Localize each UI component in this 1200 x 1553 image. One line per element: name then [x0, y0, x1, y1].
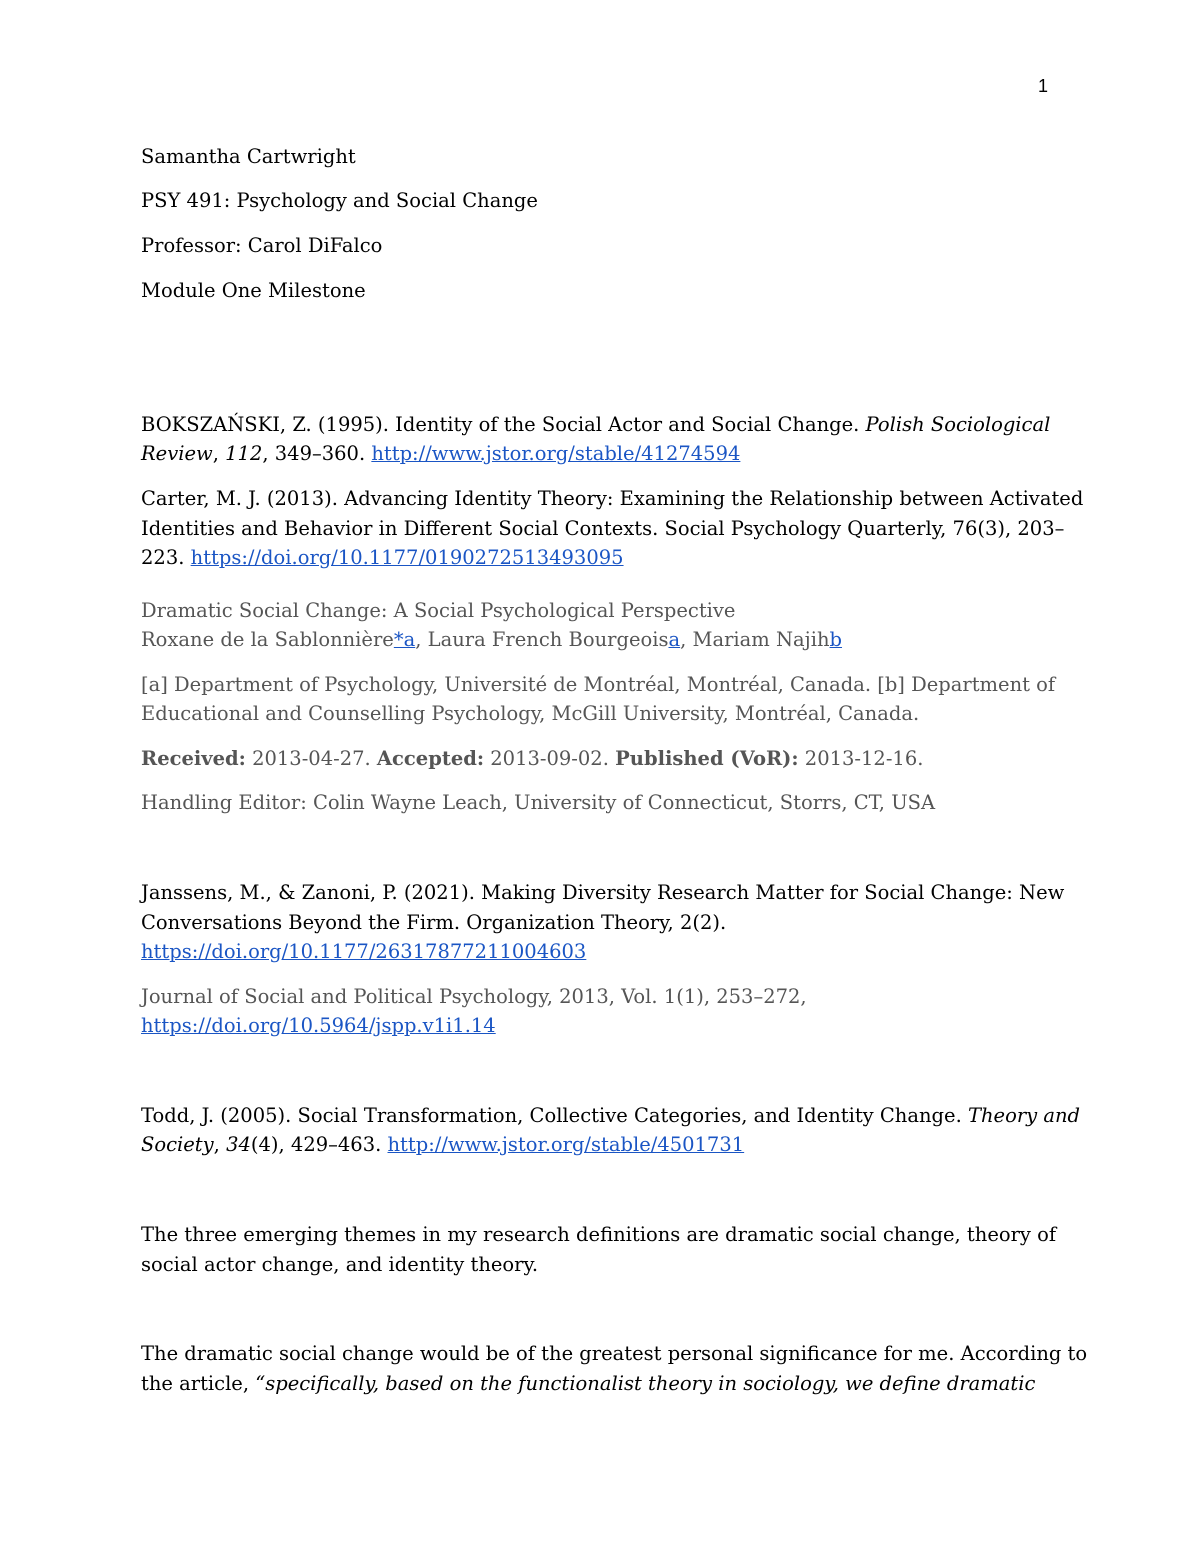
reference-1-volume: 112 — [225, 442, 263, 465]
reference-3-title: Dramatic Social Change: A Social Psychological Perspective — [141, 599, 736, 622]
reference-4-line-2: Conversations Beyond the Firm. Organization Theory, 2(2). — [141, 911, 727, 934]
paragraph-2-quote: “specifically, based on the functionalist theory in sociology, we define dramatic — [255, 1372, 1036, 1395]
paragraph-2-line-1: The dramatic social change would be of the greatest personal significance for me. According to — [141, 1342, 1088, 1365]
reference-6-text: Todd, J. (2005). Social Transformation, Collective Categories, and Identity Change. — [141, 1104, 968, 1127]
paragraph-2-line-2: the article, “specifically, based on the functionalist theory in sociology, we define dramatic — [141, 1372, 1036, 1395]
reference-1-link[interactable]: http://www.jstor.org/stable/41274594 — [371, 442, 741, 465]
reference-6-pages: (4), 429–463. — [250, 1133, 388, 1156]
page-number: 1 — [1038, 76, 1049, 96]
author-name: Samantha Cartwright — [141, 145, 356, 168]
reference-3-affiliation-line-2: Educational and Counselling Psychology, McGill University, Montréal, Canada. — [141, 702, 920, 725]
reference-6-link[interactable]: http://www.jstor.org/stable/4501731 — [387, 1133, 745, 1156]
author-1-affiliation-link[interactable]: *a — [393, 628, 416, 651]
reference-2-line-2: Identities and Behavior in Different Social Contexts. Social Psychology Quarterly, 76(3), 203– — [141, 517, 1065, 540]
author-3-affiliation-link[interactable]: b — [829, 628, 843, 651]
reference-3-editor: Handling Editor: Colin Wayne Leach, University of Connecticut, Storrs, CT, USA — [141, 791, 936, 814]
reference-2-link[interactable]: https://doi.org/10.1177/0190272513493095 — [190, 546, 624, 569]
reference-6-line-1 — [141, 1101, 1080, 1131]
assignment-title: Module One Milestone — [141, 279, 366, 302]
reference-1-journal: Polish Sociological — [865, 413, 1051, 436]
course-title: PSY 491: Psychology and Social Change — [141, 189, 538, 212]
reference-1-text: BOKSZAŃSKI, Z. (1995). Identity of the Social Actor and Social Change. — [141, 413, 866, 436]
author-2-affiliation-link[interactable]: a — [668, 628, 681, 651]
reference-2-line-1: Carter, M. J. (2013). Advancing Identity Theory: Examining the Relationship between Activated — [141, 487, 1084, 510]
reference-4-line-3 — [141, 937, 586, 967]
reference-5-line-2 — [141, 1011, 496, 1041]
paragraph-1-line-2: social actor change, and identity theory. — [141, 1253, 539, 1276]
reference-1-pages: , 349–360. — [262, 442, 372, 465]
paragraph-1-line-1: The three emerging themes in my research definitions are dramatic social change, theory of — [141, 1223, 1057, 1246]
reference-4-link[interactable]: https://doi.org/10.1177/26317877211004603 — [141, 940, 587, 963]
reference-5-link[interactable]: https://doi.org/10.5964/jspp.v1i1.14 — [141, 1014, 496, 1037]
reference-1-line-1 — [141, 410, 1050, 440]
reference-6-journal: Theory and — [967, 1104, 1081, 1127]
reference-3-authors: Roxane de la Sablonnière*a, Laura French Bourgeoisa, Mariam Najihb — [141, 628, 843, 651]
reference-4-line-1: Janssens, M., & Zanoni, P. (2021). Making Diversity Research Matter for Social Change: New — [141, 881, 1065, 904]
reference-3-affiliation-line-1: [a] Department of Psychology, Université de Montréal, Montréal, Canada. [b] Department of — [141, 673, 1056, 696]
reference-5-line-1: Journal of Social and Political Psychology, 2013, Vol. 1(1), 253–272, — [141, 985, 807, 1008]
professor-name: Professor: Carol DiFalco — [141, 234, 383, 257]
reference-1-line-2: Review, 112, 349–360. http://www.jstor.org/stable/41274594 — [141, 442, 741, 465]
reference-6-volume: 34 — [226, 1133, 251, 1156]
reference-2-line-3: 223. https://doi.org/10.1177/0190272513493095 — [141, 546, 624, 569]
reference-6-line-2: Society, 34(4), 429–463. http://www.jstor.org/stable/4501731 — [141, 1133, 745, 1156]
reference-1-journal-cont: Review — [141, 442, 213, 465]
reference-3-dates: Received: 2013-04-27. Accepted: 2013-09-02. Published (VoR): 2013-12-16. — [141, 747, 924, 770]
